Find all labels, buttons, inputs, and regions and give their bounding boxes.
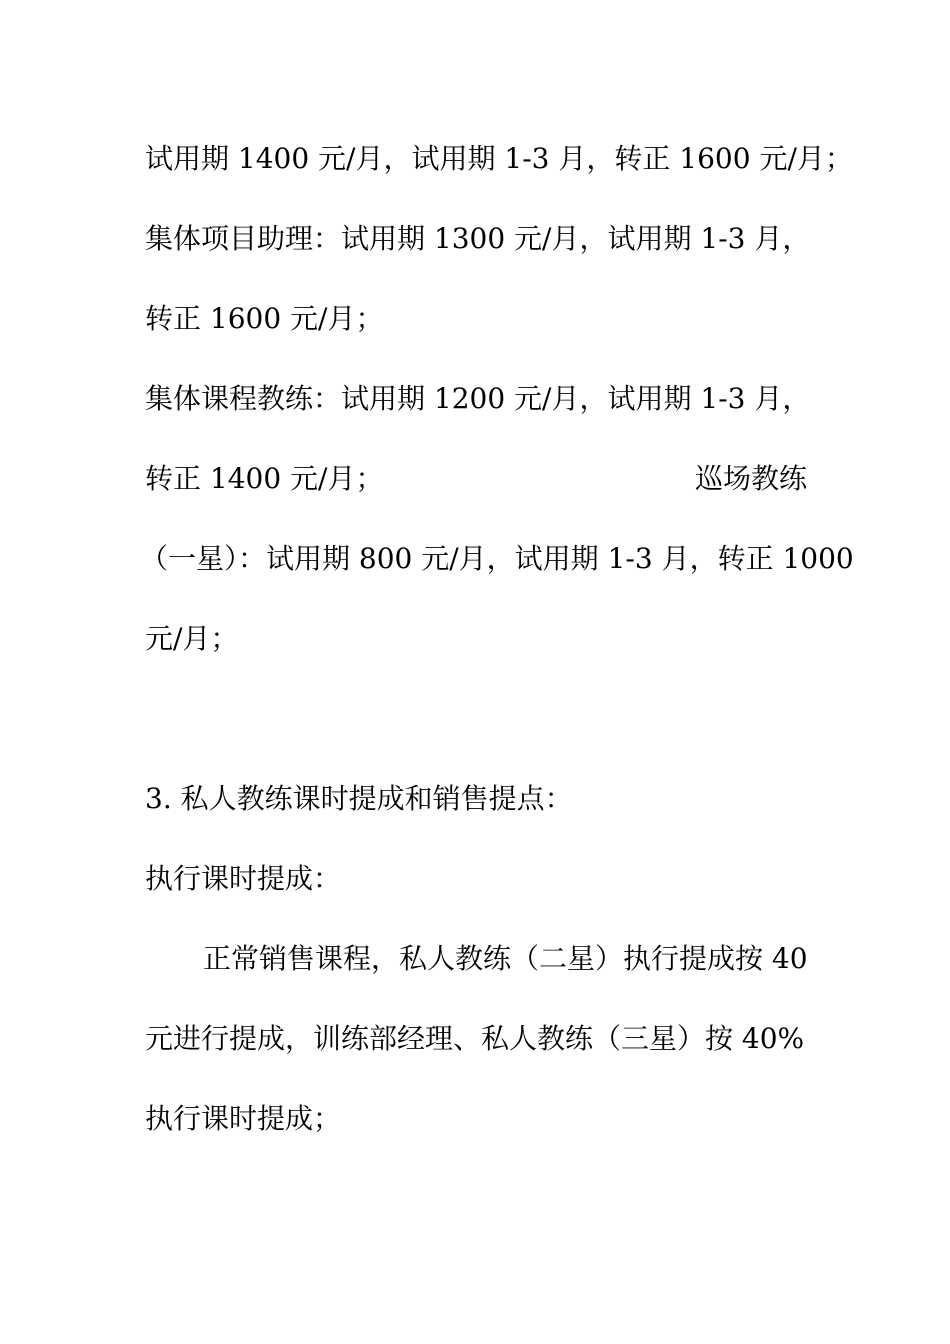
paragraph-line-1: 试用期 1400 元/月，试用期 1-3 月，转正 1600 元/月；: [145, 142, 853, 175]
paragraph-line-10: 正常销售课程，私人教练（二星）执行提成按 40: [203, 942, 808, 975]
paragraph-line-11: 元进行提成，训练部经理、私人教练（三星）按 40%: [145, 1022, 805, 1055]
paragraph-line-7: 元/月；: [145, 622, 239, 655]
paragraph-line-5: [145, 461, 807, 497]
paragraph-line-5-right: 巡场教练: [694, 462, 807, 495]
section-heading: 3. 私人教练课时提成和销售提点：: [145, 782, 573, 815]
paragraph-line-12: 执行课时提成；: [145, 1102, 342, 1135]
paragraph-line-5-left: 转正 1400 元/月；: [145, 462, 384, 495]
paragraph-line-4: 集体课程教练：试用期 1200 元/月，试用期 1-3 月，: [145, 382, 811, 415]
paragraph-line-3: 转正 1600 元/月；: [145, 302, 384, 335]
paragraph-line-6: （一星）：试用期 800 元/月，试用期 1-3 月，转正 1000: [140, 542, 854, 575]
paragraph-line-9: 执行课时提成：: [145, 862, 342, 895]
paragraph-line-2: 集体项目助理：试用期 1300 元/月，试用期 1-3 月，: [145, 222, 811, 255]
